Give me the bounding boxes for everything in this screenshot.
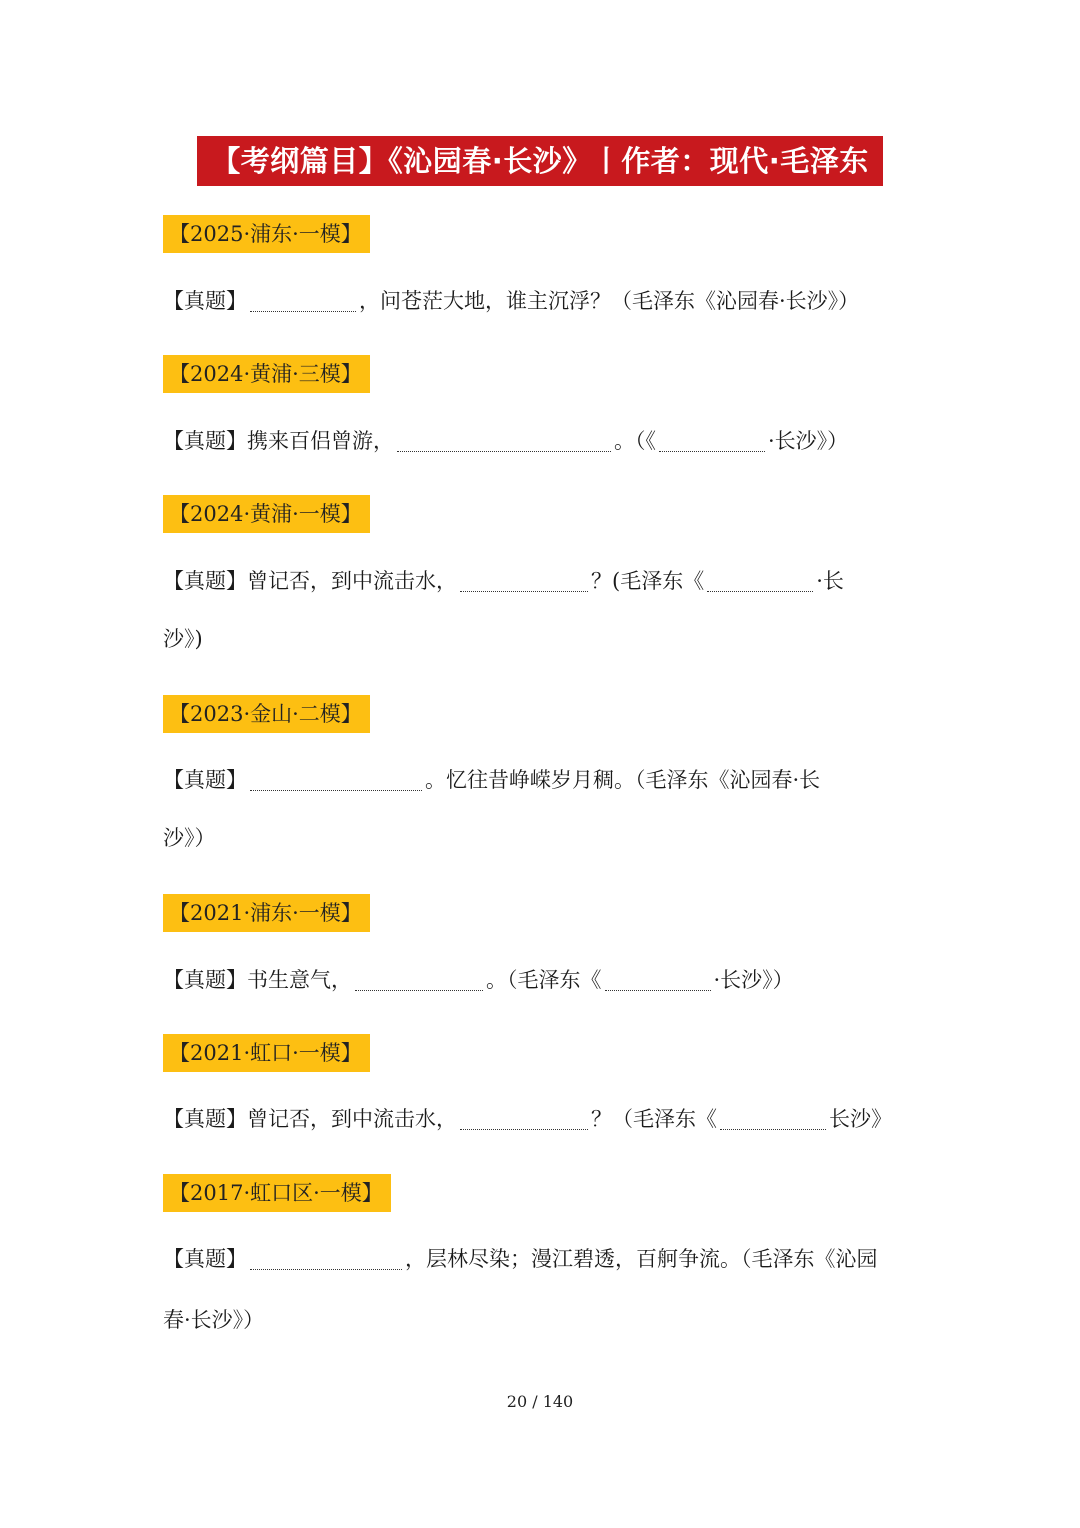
question-text: ·长	[816, 569, 844, 593]
question-text: 。（毛泽东《	[486, 968, 602, 992]
question-text: ？（毛泽东《	[591, 1107, 717, 1131]
answer-blank[interactable]	[397, 433, 611, 452]
question-lead: 【真题】书生意气，	[163, 968, 352, 992]
question-text: ·长沙》）	[768, 429, 849, 453]
question-line	[163, 286, 913, 316]
answer-blank[interactable]	[250, 1251, 402, 1270]
question-line	[163, 1244, 913, 1274]
question-lead: 【真题】	[163, 289, 247, 313]
question-line-continued: 沙》）	[163, 826, 216, 850]
question-text: 长沙》	[829, 1107, 892, 1131]
question-line	[163, 1104, 913, 1134]
question-line-continued: 沙》)	[163, 627, 203, 651]
question-text: ，层林尽染；漫江碧透，百舸争流。（毛泽东《沁园	[405, 1247, 878, 1271]
answer-blank[interactable]	[460, 1111, 588, 1130]
exam-source-tag: 【2017·虹口区·一模】	[163, 1174, 391, 1212]
question-text: ？(毛泽东《	[591, 569, 705, 593]
exam-source-tag: 【2024·黄浦·三模】	[163, 355, 370, 393]
question-line	[163, 765, 913, 795]
question-line-continued: 春·长沙》）	[163, 1308, 265, 1332]
exam-source-tag: 【2021·浦东·一模】	[163, 894, 370, 932]
exam-source-tag: 【2024·黄浦·一模】	[163, 495, 370, 533]
question-line	[163, 965, 913, 995]
question-lead: 【真题】携来百侣曾游，	[163, 429, 394, 453]
answer-blank[interactable]	[250, 772, 422, 791]
exam-source-tag: 【2025·浦东·一模】	[163, 215, 370, 253]
exam-source-tag: 【2023·金山·二模】	[163, 695, 370, 733]
question-text: 。忆往昔峥嵘岁月稠。（毛泽东《沁园春·长	[425, 768, 821, 792]
question-text: ·长沙》）	[713, 968, 794, 992]
answer-blank[interactable]	[605, 972, 711, 991]
question-line	[163, 426, 913, 456]
question-lead: 【真题】	[163, 768, 247, 792]
page-number: 20 / 140	[506, 1392, 574, 1411]
exam-source-tag: 【2021·虹口·一模】	[163, 1034, 370, 1072]
question-lead: 【真题】	[163, 1247, 247, 1271]
question-lead: 【真题】曾记否，到中流击水，	[163, 1107, 457, 1131]
answer-blank[interactable]	[659, 433, 765, 452]
page-title: 【考纲篇目】《沁园春·长沙》丨作者：现代·毛泽东	[197, 136, 883, 186]
answer-blank[interactable]	[250, 293, 356, 312]
question-lead: 【真题】曾记否，到中流击水，	[163, 569, 457, 593]
question-text: ，问苍茫大地，谁主沉浮？（毛泽东《沁园春·长沙》）	[359, 289, 860, 313]
question-line	[163, 566, 913, 596]
answer-blank[interactable]	[707, 573, 813, 592]
question-text: 。（《	[614, 429, 656, 453]
answer-blank[interactable]	[460, 573, 588, 592]
answer-blank[interactable]	[355, 972, 483, 991]
answer-blank[interactable]	[720, 1111, 826, 1130]
